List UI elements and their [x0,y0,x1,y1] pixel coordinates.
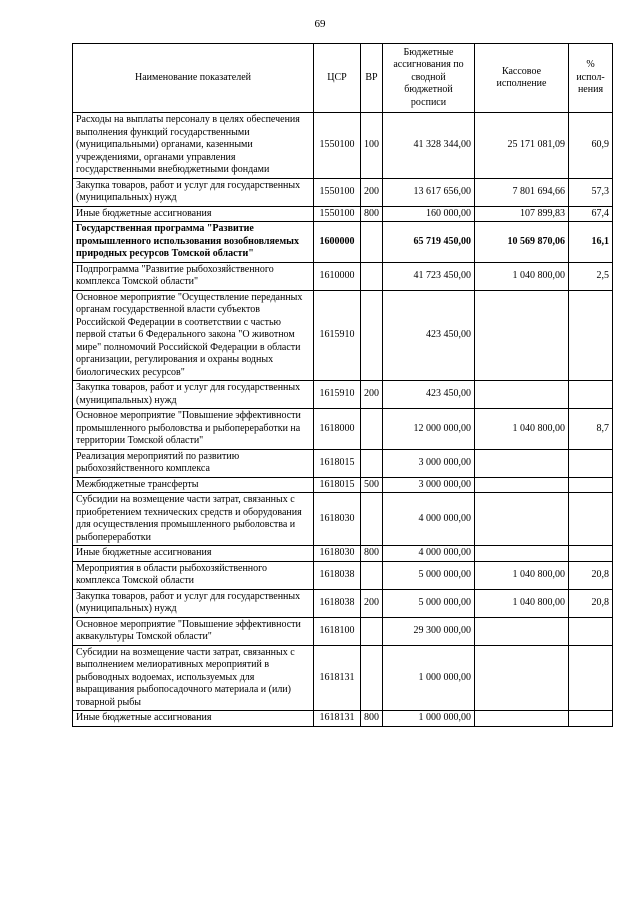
row-vr: 100 [361,113,383,179]
row-cash [475,711,569,727]
row-csr: 1550100 [314,206,361,222]
table-row [73,561,613,589]
row-cash [475,493,569,546]
table-row [73,262,613,290]
row-csr: 1618015 [314,449,361,477]
row-csr: 1618000 [314,409,361,450]
row-name: Подпрограмма "Развитие рыбохозяйственного комплекса Томской области" [73,262,314,290]
table-row [73,178,613,206]
row-vr [361,409,383,450]
row-cash: 1 040 800,00 [475,262,569,290]
row-vr: 800 [361,546,383,562]
row-csr: 1550100 [314,113,361,179]
row-plan: 1 000 000,00 [383,711,475,727]
row-pct: 2,5 [569,262,613,290]
row-plan: 5 000 000,00 [383,589,475,617]
row-name: Субсидии на возмещение части затрат, связанных с выполнением мелиоративных мероприятий в рыбоводных водоемах, используемых для выращивания рыбопосадочного материала и (или) товарной рыбы [73,645,314,711]
row-name: Реализация мероприятий по развитию рыбохозяйственного комплекса [73,449,314,477]
header-cash: Кассовое исполнение [475,44,569,113]
row-vr: 800 [361,206,383,222]
row-vr: 200 [361,178,383,206]
row-plan: 65 719 450,00 [383,222,475,263]
row-vr: 200 [361,381,383,409]
row-csr: 1618131 [314,645,361,711]
row-pct: 20,8 [569,589,613,617]
row-csr: 1600000 [314,222,361,263]
row-vr [361,617,383,645]
row-cash: 1 040 800,00 [475,409,569,450]
header-name: Наименование показателей [73,44,314,113]
table-row [73,206,613,222]
row-name: Основное мероприятие "Осуществление переданных органам государственной власти субъектов Российской Федерации в соответствии с частью первой статьи 6 Федерального закона "О животном мире" полномочий Российской Федерации в области организации, регулирования и охраны водных биологических ресурсов" [73,290,314,381]
row-vr [361,449,383,477]
row-plan: 423 450,00 [383,381,475,409]
row-cash [475,546,569,562]
table-row [73,645,613,711]
table-row [73,113,613,179]
row-cash: 7 801 694,66 [475,178,569,206]
row-pct: 20,8 [569,561,613,589]
row-csr: 1618015 [314,477,361,493]
row-pct: 8,7 [569,409,613,450]
row-vr [361,290,383,381]
row-cash: 10 569 870,06 [475,222,569,263]
row-cash: 107 899,83 [475,206,569,222]
row-plan: 3 000 000,00 [383,449,475,477]
row-vr: 500 [361,477,383,493]
row-name: Межбюджетные трансферты [73,477,314,493]
row-pct: 57,3 [569,178,613,206]
row-name: Закупка товаров, работ и услуг для государственных (муниципальных) нужд [73,178,314,206]
header-plan: Бюджетные ассигнования по сводной бюджетной росписи [383,44,475,113]
table-row [73,493,613,546]
row-plan: 1 000 000,00 [383,645,475,711]
row-name: Государственная программа "Развитие промышленного использования возобновляемых природных ресурсов Томской области" [73,222,314,263]
row-pct: 16,1 [569,222,613,263]
row-plan: 423 450,00 [383,290,475,381]
row-pct [569,546,613,562]
row-pct: 60,9 [569,113,613,179]
row-name: Закупка товаров, работ и услуг для государственных (муниципальных) нужд [73,589,314,617]
table-row [73,290,613,381]
row-pct [569,493,613,546]
row-csr: 1615910 [314,381,361,409]
row-pct [569,449,613,477]
row-csr: 1618131 [314,711,361,727]
row-name: Субсидии на возмещение части затрат, связанных с приобретением технических средств и оборудования для осуществления промышленного рыболовства и рыбопереработки [73,493,314,546]
row-cash: 1 040 800,00 [475,561,569,589]
row-plan: 5 000 000,00 [383,561,475,589]
row-cash [475,477,569,493]
row-name: Основное мероприятие "Повышение эффективности аквакультуры Томской области" [73,617,314,645]
budget-table [72,43,613,727]
row-csr: 1550100 [314,178,361,206]
row-name: Основное мероприятие "Повышение эффективности промышленного рыболовства и рыбопереработки на территории Томской области" [73,409,314,450]
row-csr: 1618100 [314,617,361,645]
table-row [73,711,613,727]
row-vr [361,262,383,290]
table-row [73,409,613,450]
row-csr: 1618038 [314,561,361,589]
row-csr: 1615910 [314,290,361,381]
row-name: Иные бюджетные ассигнования [73,206,314,222]
row-plan: 4 000 000,00 [383,546,475,562]
row-cash [475,617,569,645]
row-vr [361,493,383,546]
row-csr: 1618030 [314,546,361,562]
row-vr [361,561,383,589]
row-name: Иные бюджетные ассигнования [73,546,314,562]
header-vr: ВР [361,44,383,113]
row-plan: 29 300 000,00 [383,617,475,645]
row-vr: 200 [361,589,383,617]
table-row [73,477,613,493]
row-vr [361,222,383,263]
row-pct [569,477,613,493]
table-row [73,381,613,409]
row-name: Закупка товаров, работ и услуг для государственных (муниципальных) нужд [73,381,314,409]
row-pct [569,381,613,409]
row-plan: 41 723 450,00 [383,262,475,290]
row-csr: 1618030 [314,493,361,546]
row-plan: 12 000 000,00 [383,409,475,450]
row-csr: 1610000 [314,262,361,290]
row-pct: 67,4 [569,206,613,222]
table-row [73,449,613,477]
row-vr: 800 [361,711,383,727]
row-vr [361,645,383,711]
row-pct [569,645,613,711]
row-plan: 4 000 000,00 [383,493,475,546]
row-cash: 25 171 081,09 [475,113,569,179]
row-cash [475,290,569,381]
row-name: Иные бюджетные ассигнования [73,711,314,727]
page-number: 69 [314,18,326,30]
row-plan: 41 328 344,00 [383,113,475,179]
row-csr: 1618038 [314,589,361,617]
row-cash [475,449,569,477]
row-cash: 1 040 800,00 [475,589,569,617]
header-csr: ЦСР [314,44,361,113]
row-pct [569,290,613,381]
row-pct [569,711,613,727]
header-pct: % испол-нения [569,44,613,113]
row-plan: 160 000,00 [383,206,475,222]
table-row [73,589,613,617]
row-plan: 3 000 000,00 [383,477,475,493]
table-row [73,617,613,645]
row-name: Расходы на выплаты персоналу в целях обеспечения выполнения функций государственными (муниципальными) органами, казенными учреждениями, органами управления государственными внебюджетными фондами [73,113,314,179]
row-cash [475,381,569,409]
row-pct [569,617,613,645]
row-name: Мероприятия в области рыбохозяйственного комплекса Томской области [73,561,314,589]
table-row [73,546,613,562]
row-cash [475,645,569,711]
table-header-row [73,44,613,113]
row-plan: 13 617 656,00 [383,178,475,206]
table-row [73,222,613,263]
